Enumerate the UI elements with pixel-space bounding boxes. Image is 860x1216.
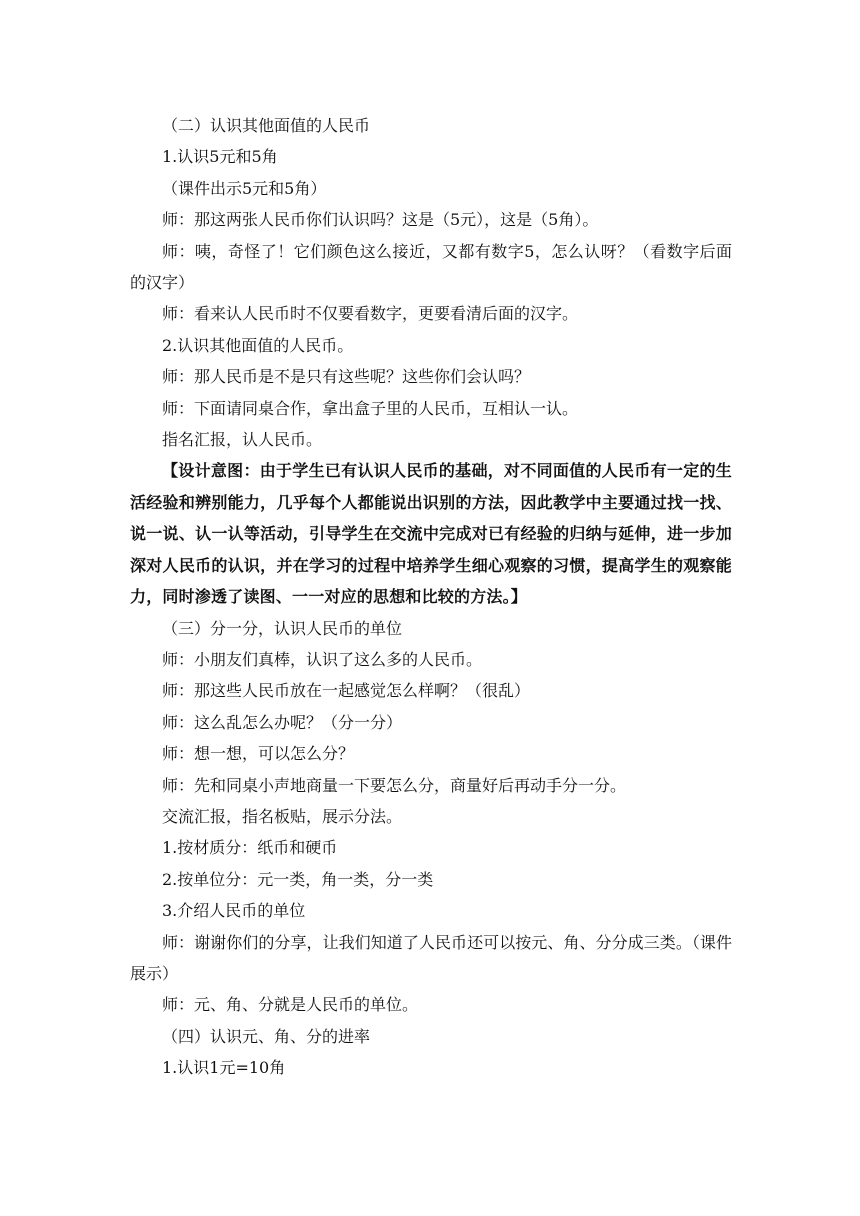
paragraph: 师：谢谢你们的分享，让我们知道了人民币还可以按元、角、分分成三类。（课件展示） — [130, 932, 732, 983]
list-item: 2.按单位分：元一类，角一类，分一类 — [162, 869, 434, 889]
paragraph: 师：下面请同桌合作，拿出盒子里的人民币，互相认一认。 — [162, 398, 579, 418]
subsection-heading: 1.认识5元和5角 — [162, 147, 278, 167]
paragraph: 师：这么乱怎么办呢？（分一分） — [162, 712, 403, 732]
paragraph: 师：那这两张人民币你们认识吗？这是（5元），这是（5角）。 — [162, 210, 599, 230]
paragraph: 指名汇报，认人民币。 — [162, 430, 323, 450]
document-page — [130, 110, 732, 1084]
paragraph: 师：那这些人民币放在一起感觉怎么样啊？（很乱） — [162, 681, 531, 701]
paragraph: 师：那人民币是不是只有这些呢？这些你们会认吗？ — [162, 367, 531, 387]
paragraph: 师：看来认人民币时不仅要看数字，更要看清后面的汉字。 — [162, 304, 579, 324]
section-heading-4: （四）认识元、角、分的进率 — [162, 1026, 371, 1046]
paragraph: 师：想一想，可以怎么分？ — [162, 744, 355, 764]
subsection-heading: 2.认识其他面值的人民币。 — [162, 335, 354, 355]
design-intent-note: 【设计意图：由于学生已有认识人民币的基础，对不同面值的人民币有一定的生活经验和辨别能力，几乎每个人都能说出识别的方法，因此教学中主要通过找一找、说一说、认一认等活动，引导学生在交流中完成对已有经验的归纳与延伸，进一步加深对人民币的认识，并在学习的过程中培养学生细心观察的习惯，提高学生的观察能力，同时渗透了读图、一一对应的思想和比较的方法。】 — [130, 461, 732, 607]
list-item: 3.介绍人民币的单位 — [162, 901, 306, 921]
paragraph: 师：咦，奇怪了！它们颜色这么接近，又都有数字5，怎么认呀？（看数字后面的汉字） — [130, 241, 732, 293]
paragraph: （课件出示5元和5角） — [162, 178, 327, 198]
paragraph: 交流汇报，指名板贴，展示分法。 — [162, 806, 403, 826]
paragraph: 师：小朋友们真棒，认识了这么多的人民币。 — [162, 649, 483, 669]
paragraph: 师：元、角、分就是人民币的单位。 — [162, 995, 419, 1015]
subsection-heading: 1.认识1元=10角 — [162, 1058, 286, 1078]
list-item: 1.按材质分：纸币和硬币 — [162, 838, 338, 858]
section-heading-3: （三）分一分，认识人民币的单位 — [162, 618, 403, 638]
section-heading-2: （二）认识其他面值的人民币 — [162, 116, 371, 135]
paragraph: 师：先和同桌小声地商量一下要怎么分，商量好后再动手分一分。 — [162, 775, 627, 795]
